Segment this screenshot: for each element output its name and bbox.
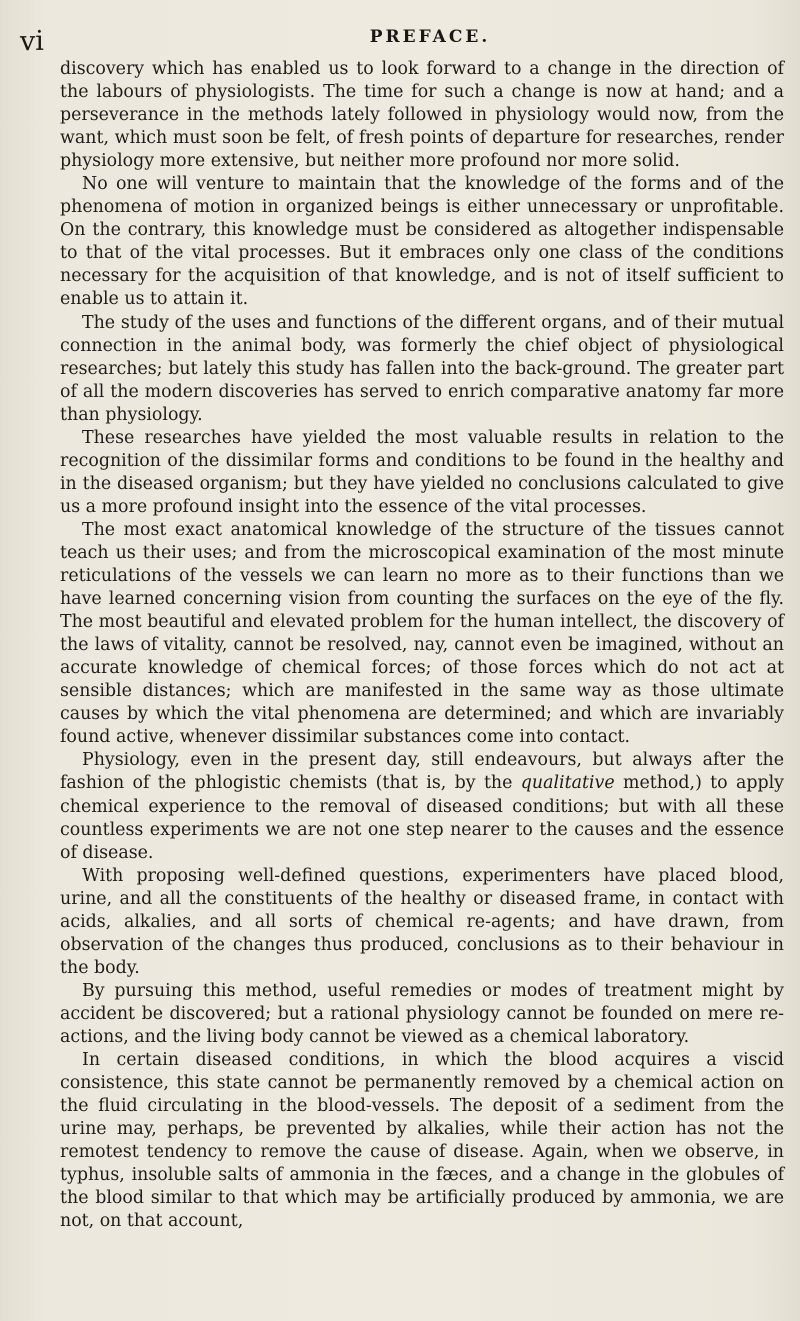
paragraph: The most exact anatomical knowledge of the structure of the tissues cannot teach us their uses; and from the microscopical examination of the most minute reticulations of the vessels we can learn no more as to their functions than we have learned concerning vision from counting the surfaces on the eye of the fly. The most beautiful and elevated problem for the human intellect, the discovery of the laws of vitality, cannot be resolved, nay, cannot even be imagined, without an accurate knowledge of chemical forces; of those forces which do not act at sensible distances; which are manifested in the same way as those ultimate causes by which the vital phenomena are determined; and which are invariably found active, whenever dissimilar substances come into contact. xyxy=(60,519,784,748)
running-head: PREFACE. xyxy=(369,27,491,47)
paragraph xyxy=(60,749,784,864)
paragraph: These researches have yielded the most valuable results in relation to the recognition of the dissimilar forms and conditions to be found in the healthy and in the diseased organism; but they have yielded no conclusions calculated to give us a more profound insight into the essence of the vital processes. xyxy=(60,427,784,517)
paragraph-text: method,) to apply chemical experience to the removal of diseased conditions; but with all these countless experiments we are not one step nearer to the causes and the essence of disease. xyxy=(60,773,784,863)
paragraph: The study of the uses and functions of the different organs, and of their mutual connection in the animal body, was formerly the chief object of physiological researches; but lately this study has fallen into the back-ground. The greater part of all the modern discoveries has served to enrich comparative anatomy far more than physiology. xyxy=(60,312,784,425)
preface-body xyxy=(60,58,784,1233)
paragraph: By pursuing this method, useful remedies or modes of treatment might by accident be discovered; but a rational physiology cannot be founded on mere re-actions, and the living body cannot be viewed as a chemical laboratory. xyxy=(60,980,784,1047)
paragraph-text: Physiology, even in the present day, still endeavours, but always after the fashion of the phlogistic chemists (that is, by the xyxy=(60,750,784,794)
paragraph: In certain diseased conditions, in which the blood acquires a viscid consistence, this state cannot be permanently removed by a chemical action on the fluid circulating in the blood-vessels. The deposit of a sediment from the urine may, perhaps, be prevented by alkalies, while their action has not the remotest tendency to remove the cause of disease. Again, when we observe, in typhus, insoluble salts of ammonia in the fæces, and a change in the globules of the blood similar to that which may be artificially produced by ammonia, we are not, on that account, xyxy=(60,1050,784,1232)
page-header xyxy=(0,0,800,60)
emphasis-qualitative: qualitative xyxy=(520,773,615,794)
paragraph: With proposing well-defined questions, experimenters have placed blood, urine, and all the constituents of the healthy or diseased frame, in contact with acids, alkalies, and all sorts of chemical re-agents; and have drawn, from observation of the changes thus produced, conclusions as to their behaviour in the body. xyxy=(60,865,784,978)
paragraph: discovery which has enabled us to look forward to a change in the direction of the labours of physiologists. The time for such a change is now at hand; and a perseverance in the methods lately followed in physiology would now, from the want, which must soon be felt, of fresh points of departure for researches, render physiology more extensive, but neither more profound nor more solid. xyxy=(60,59,784,172)
paragraph: No one will venture to maintain that the knowledge of the forms and of the phenomena of motion in organized beings is either unnecessary or unprofitable. On the contrary, this knowledge must be considered as altogether indispensable to that of the vital processes. But it embraces only one class of the conditions necessary for the acquisition of that knowledge, and is not of itself sufficient to enable us to attain it. xyxy=(60,174,784,310)
page-number: vi xyxy=(20,26,44,57)
